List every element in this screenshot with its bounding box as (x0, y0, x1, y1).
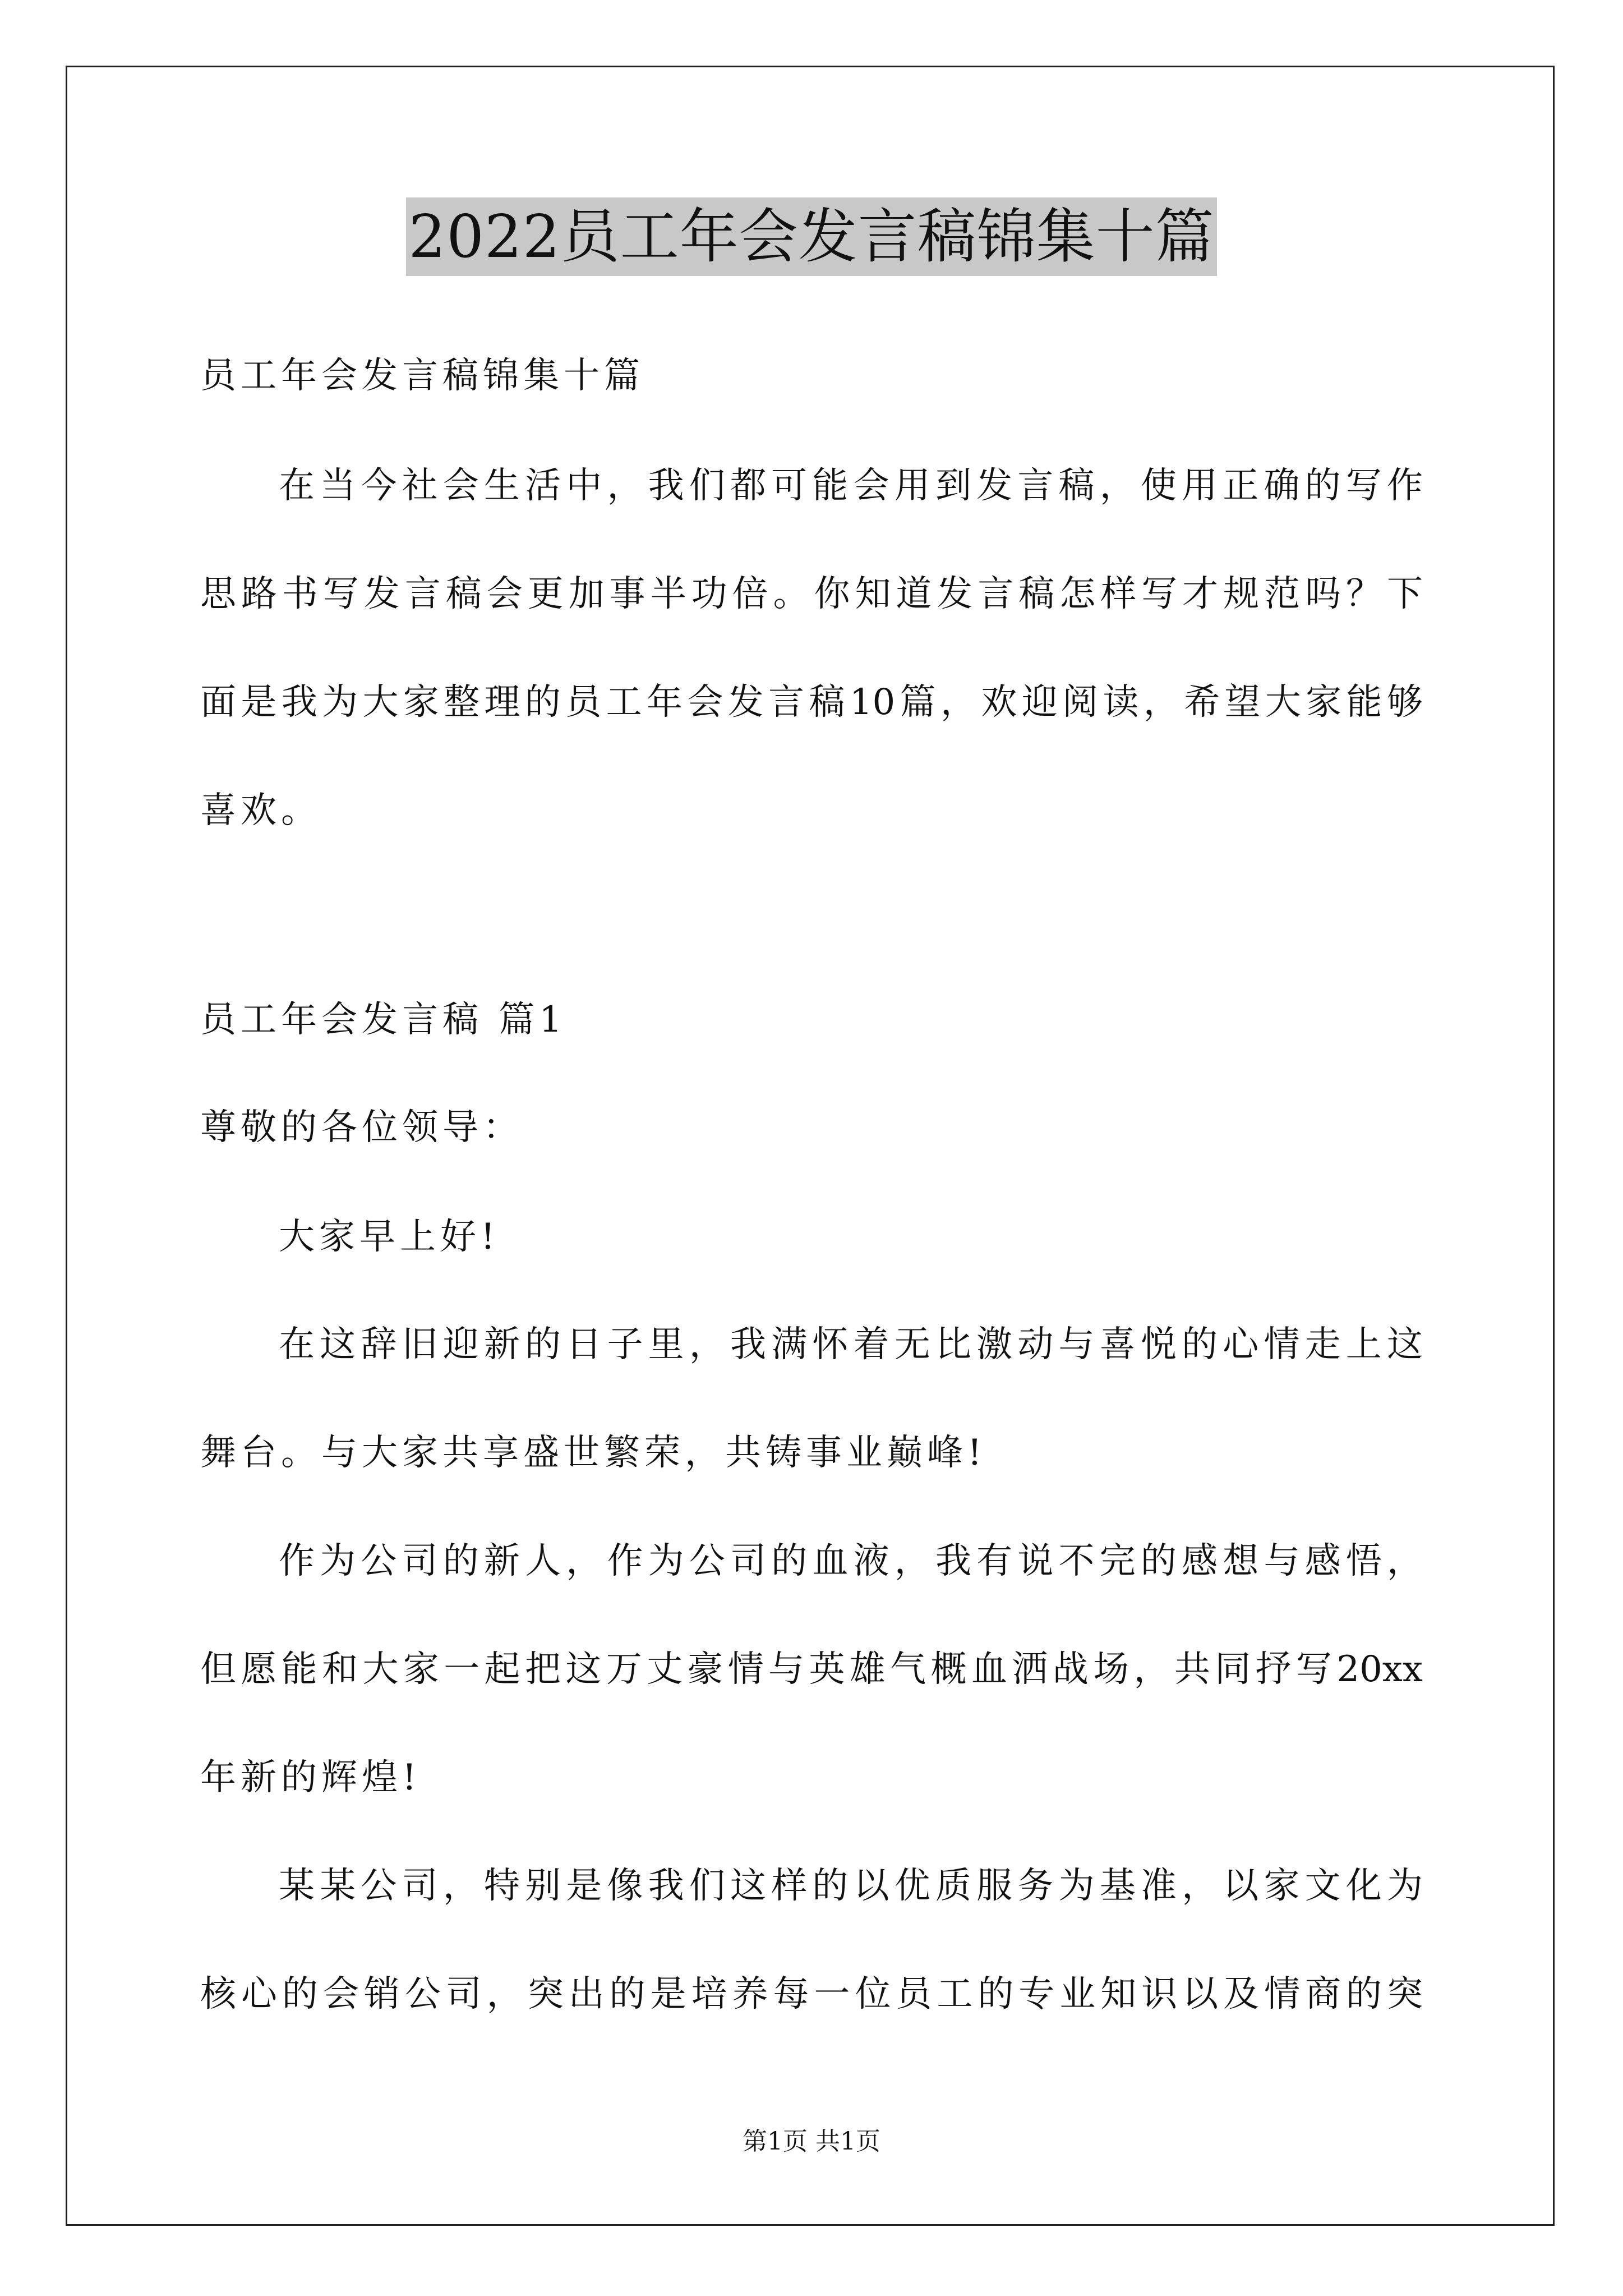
intro-line-3: 面是我为大家整理的员工年会发言稿10篇，欢迎阅读，希望大家能够 (200, 682, 1423, 723)
page-footer: 第1页 共1页 (743, 2127, 880, 2156)
intro-line-4: 喜欢。 (200, 790, 321, 831)
para2-line-3: 年新的辉煌! (200, 1757, 421, 1798)
document-title: 2022员工年会发言稿锦集十篇 (406, 197, 1216, 276)
subtitle: 员工年会发言稿锦集十篇 (200, 355, 644, 397)
para2-line-1: 作为公司的新人，作为公司的血液，我有说不完的感想与感悟， (279, 1540, 1423, 1582)
para1-line-2: 舞台。与大家共享盛世繁荣，共铸事业巅峰! (200, 1432, 986, 1474)
para1-line-1: 在这辞旧迎新的日子里，我满怀着无比激动与喜悦的心情走上这 (279, 1324, 1423, 1365)
para3-line-1: 某某公司，特别是像我们这样的以优质服务为基准，以家文化为 (279, 1865, 1423, 1907)
greeting: 大家早上好! (279, 1216, 500, 1258)
section-heading: 员工年会发言稿 篇1 (200, 999, 567, 1041)
para3-line-2: 核心的会销公司，突出的是培养每一位员工的专业知识以及情商的突 (200, 1973, 1423, 2015)
intro-line-2: 思路书写发言稿会更加事半功倍。你知道发言稿怎样写才规范吗？下 (200, 573, 1423, 615)
title-wrap (0, 197, 1623, 276)
intro-line-1: 在当今社会生活中，我们都可能会用到发言稿，使用正确的写作 (279, 465, 1423, 507)
salutation: 尊敬的各位领导： (200, 1107, 523, 1148)
para2-line-2: 但愿能和大家一起把这万丈豪情与英雄气概血洒战场，共同抒写20xx (200, 1649, 1423, 1690)
